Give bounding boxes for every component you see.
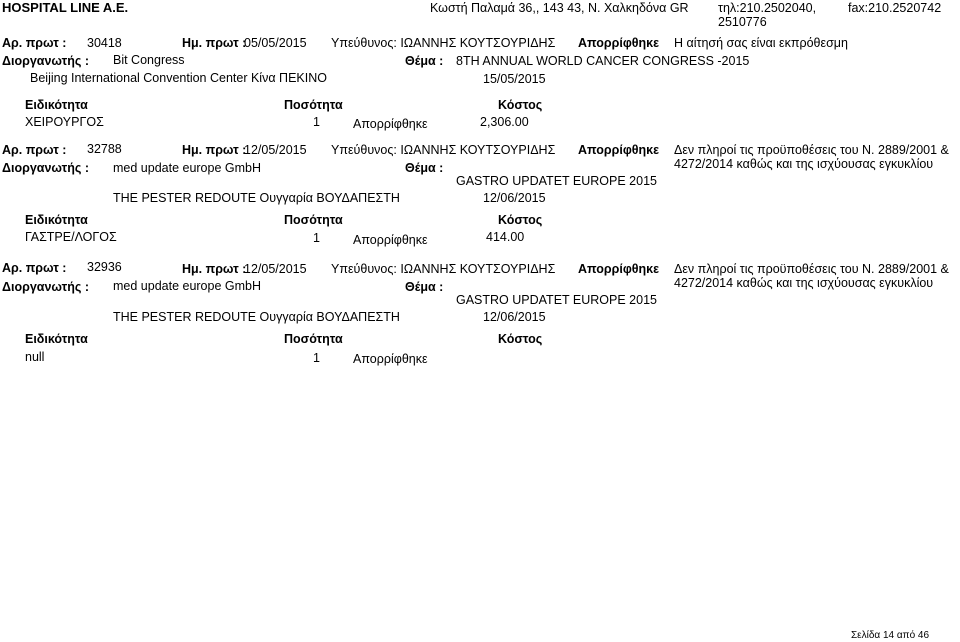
- organizer: med update europe GmbH: [113, 279, 262, 293]
- status: Απορρίφθηκε: [578, 143, 660, 157]
- event-date: 15/05/2015: [483, 72, 546, 86]
- subject-label: Θέμα :: [405, 161, 444, 175]
- event-date: 12/06/2015: [483, 310, 546, 324]
- page-number: Σελίδα 14 από 46: [851, 630, 930, 641]
- protocol-date-label: Ημ. πρωτ :: [182, 262, 247, 276]
- status: Απορρίφθηκε: [578, 262, 660, 276]
- cost-label: Κόστος: [498, 332, 543, 346]
- protocol-no: 30418: [87, 36, 122, 50]
- organizer: Bit Congress: [113, 53, 185, 67]
- line-status: Απορρίφθηκε: [353, 352, 428, 366]
- specialty-label: Ειδικότητα: [25, 332, 88, 346]
- organizer-label: Διοργανωτής :: [2, 161, 89, 175]
- venue: THE PESTER REDOUTE Ουγγαρία ΒΟΥΔΑΠΕΣΤΗ: [113, 191, 400, 205]
- organizer: med update europe GmbH: [113, 161, 262, 175]
- specialty-label: Ειδικότητα: [25, 213, 88, 227]
- quantity-label: Ποσότητα: [284, 213, 343, 227]
- specialty: ΓΑΣΤΡΕ/ΛΟΓΟΣ: [25, 230, 117, 244]
- protocol-no-label: Αρ. πρωτ :: [2, 143, 67, 157]
- venue: Beijing International Convention Center Κίνα ΠΕΚΙΝΟ: [30, 71, 327, 85]
- specialty: null: [25, 350, 45, 364]
- reason: Δεν πληροί τις προϋποθέσεις του Ν. 2889/2001 & 4272/2014 καθώς και της ισχύουσας εγκυκλίου: [674, 262, 949, 290]
- organizer-label: Διοργανωτής :: [2, 280, 89, 294]
- protocol-date: 12/05/2015: [244, 143, 307, 157]
- subject: GASTRO UPDATET EUROPE 2015: [456, 293, 657, 307]
- organizer-label: Διοργανωτής :: [2, 54, 89, 68]
- quantity: 1: [313, 115, 320, 129]
- reason: Η αίτησή σας είναι εκπρόθεσμη: [674, 36, 848, 50]
- specialty-label: Ειδικότητα: [25, 98, 88, 112]
- status: Απορρίφθηκε: [578, 36, 660, 50]
- protocol-date: 12/05/2015: [244, 262, 307, 276]
- event-date: 12/06/2015: [483, 191, 546, 205]
- cost-label: Κόστος: [498, 98, 543, 112]
- quantity: 1: [313, 231, 320, 245]
- line-status: Απορρίφθηκε: [353, 233, 428, 247]
- cost: 414.00: [486, 230, 525, 244]
- company-fax: fax:210.2520742: [848, 1, 942, 15]
- responsible: Υπεύθυνος: ΙΩΑΝΝΗΣ ΚΟΥΤΣΟΥΡΙΔΗΣ: [331, 143, 556, 157]
- protocol-date: 05/05/2015: [244, 36, 307, 50]
- subject: GASTRO UPDATET EUROPE 2015: [456, 174, 657, 188]
- specialty: ΧΕΙΡΟΥΡΓΟΣ: [25, 115, 104, 129]
- line-status: Απορρίφθηκε: [353, 117, 428, 131]
- subject-label: Θέμα :: [405, 54, 444, 68]
- company-address: Κωστή Παλαμά 36,, 143 43, Ν. Χαλκηδόνα GR: [430, 1, 689, 15]
- responsible: Υπεύθυνος: ΙΩΑΝΝΗΣ ΚΟΥΤΣΟΥΡΙΔΗΣ: [331, 262, 556, 276]
- responsible: Υπεύθυνος: ΙΩΑΝΝΗΣ ΚΟΥΤΣΟΥΡΙΔΗΣ: [331, 36, 556, 50]
- quantity: 1: [313, 351, 320, 365]
- company-phone-2: 2510776: [718, 15, 767, 29]
- subject-label: Θέμα :: [405, 280, 444, 294]
- protocol-no: 32788: [87, 142, 122, 156]
- protocol-no: 32936: [87, 260, 122, 274]
- cost-label: Κόστος: [498, 213, 543, 227]
- cost: 2,306.00: [480, 115, 529, 129]
- protocol-date-label: Ημ. πρωτ :: [182, 143, 247, 157]
- quantity-label: Ποσότητα: [284, 332, 343, 346]
- venue: THE PESTER REDOUTE Ουγγαρία ΒΟΥΔΑΠΕΣΤΗ: [113, 310, 400, 324]
- protocol-date-label: Ημ. πρωτ :: [182, 36, 247, 50]
- quantity-label: Ποσότητα: [284, 98, 343, 112]
- protocol-no-label: Αρ. πρωτ :: [2, 261, 67, 275]
- reason: Δεν πληροί τις προϋποθέσεις του Ν. 2889/2001 & 4272/2014 καθώς και της ισχύουσας εγκυκλίου: [674, 143, 949, 171]
- company-phone: τηλ:210.2502040,: [718, 1, 817, 15]
- company-name: HOSPITAL LINE A.E.: [2, 0, 129, 15]
- subject: 8TH ANNUAL WORLD CANCER CONGRESS -2015: [456, 54, 750, 68]
- protocol-no-label: Αρ. πρωτ :: [2, 36, 67, 50]
